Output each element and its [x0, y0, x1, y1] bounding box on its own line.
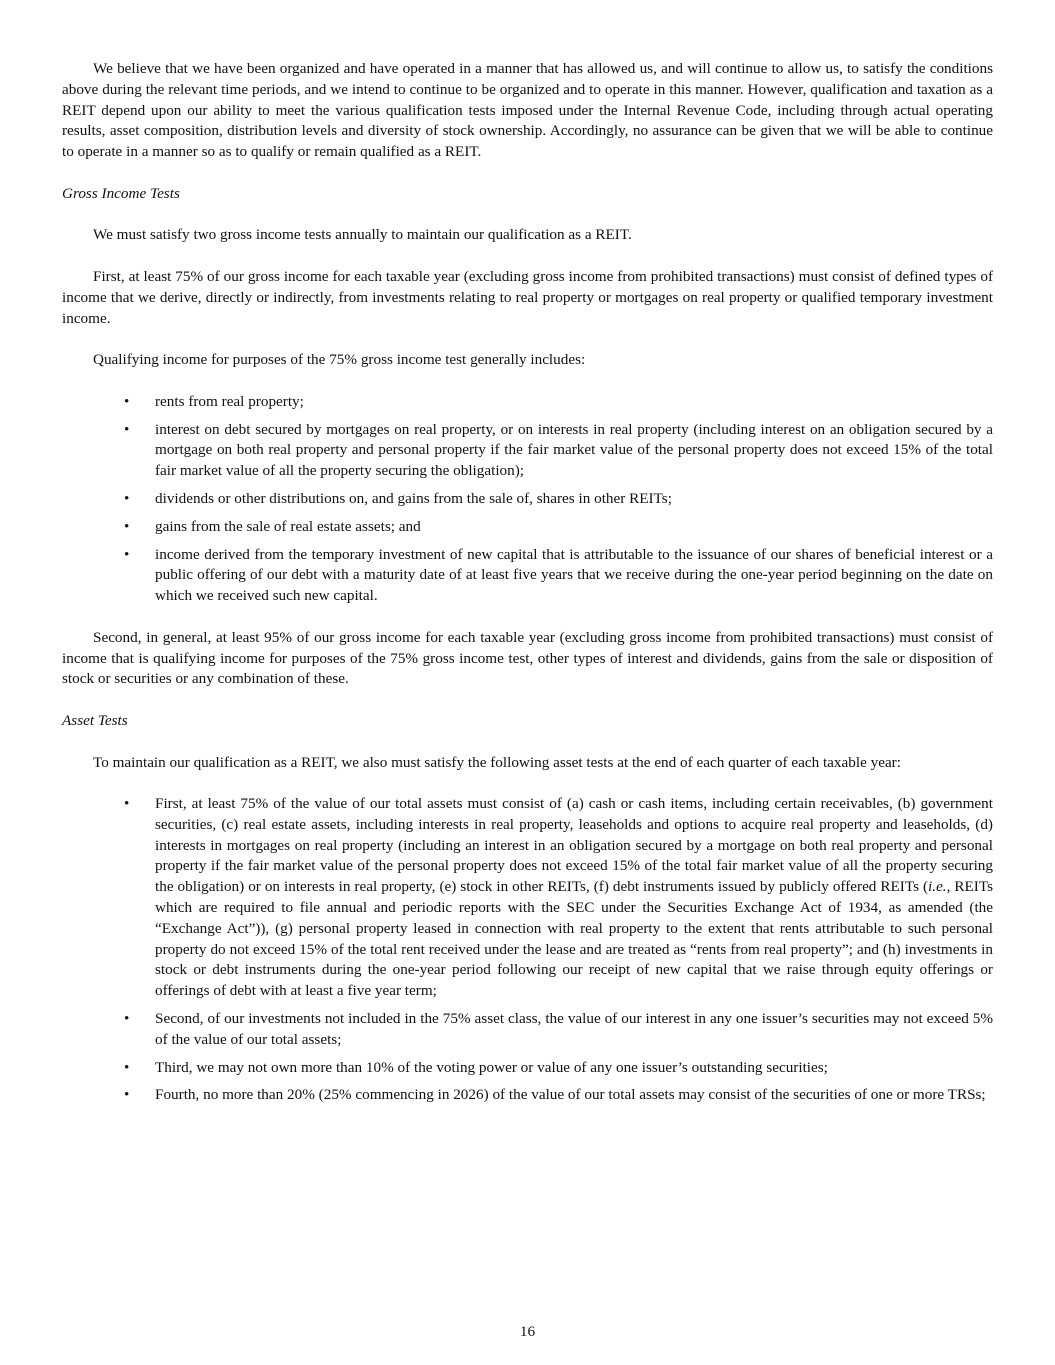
- list-item: [62, 517, 993, 538]
- page-number: 16: [519, 1323, 536, 1340]
- list-item-text: Third, we may not own more than 10% of the voting power or value of any one issuer’s outstanding securities;: [155, 1058, 828, 1076]
- gross-income-paragraph-4: Second, in general, at least 95% of our gross income for each taxable year (excluding gross income from prohibited transactions) must consist of income that is qualifying income for purposes of the 75% gross income test, other types of interest and dividends, gains from the sale or disposition of stock or securities or any combination of these.: [62, 628, 993, 688]
- list-item-text: dividends or other distributions on, and gains from the sale of, shares in other REITs;: [155, 489, 672, 507]
- asset-test-1-part-b: , REITs which are required to file annual and periodic reports with the SEC under the Securities Exchange Act of 1934, as amended (the “Exchange Act”)), (g) personal property leased in connection with real property to the extent that rents attributable to such personal property do not exceed 15% of the total rent received under the lease and are treated as “rents from real property”; and (h) investments in stock or debt instruments during the one-year period following our receipt of new capital that we raise through equity offerings or offerings of debt with at least a five year term;: [155, 878, 993, 1000]
- bullet-glyph: •: [124, 1010, 130, 1028]
- list-item: [62, 420, 993, 482]
- gross-income-paragraph-1: We must satisfy two gross income tests annually to maintain our qualification as a REIT.: [93, 226, 632, 244]
- list-item: [62, 489, 993, 510]
- intro-paragraph: We believe that we have been organized and have operated in a manner that has allowed us, and will continue to allow us, to satisfy the conditions above during the relevant time periods, and we intend to continue to be organized and to operate in this manner. However, qualification and taxation as a REIT depend upon our ability to meet the various qualification tests imposed under the Internal Revenue Code, including through actual operating results, asset composition, distribution levels and diversity of stock ownership. Accordingly, no assurance can be given that we will be able to continue to operate in a manner so as to qualify or remain qualified as a REIT.: [62, 60, 993, 161]
- list-item: [62, 794, 993, 1002]
- list-item: [62, 1085, 993, 1106]
- list-item-text: [155, 795, 993, 999]
- list-item: [62, 1009, 993, 1051]
- list-item-text: rents from real property;: [155, 392, 304, 410]
- list-item-text: interest on debt secured by mortgages on real property, or on interests in real property (including interest on an obligation secured by a mortgage on both real property and personal property if the fair market value of the personal property does not exceed 15% of the total fair market value of all the property securing the obligation);: [155, 420, 993, 480]
- bullet-glyph: •: [124, 517, 130, 535]
- asset-test-1-italic: i.e.: [928, 878, 947, 896]
- gross-income-paragraph-2: First, at least 75% of our gross income for each taxable year (excluding gross income from prohibited transactions) must consist of defined types of income that we derive, directly or indirectly, from investments relating to real property or mortgages on real property or qualified temporary investment income.: [62, 267, 993, 327]
- bullet-glyph: •: [124, 420, 130, 438]
- document-page: [62, 59, 993, 1127]
- bullet-glyph: •: [124, 489, 130, 507]
- gross-income-tests-heading: Gross Income Tests: [62, 184, 180, 202]
- bullet-glyph: •: [124, 392, 130, 410]
- list-item-text: Second, of our investments not included in the 75% asset class, the value of our interest in any one issuer’s securities may not exceed 5% of the value of our total assets;: [155, 1010, 993, 1048]
- list-item: [62, 392, 993, 413]
- list-item: [62, 1058, 993, 1079]
- bullet-glyph: •: [124, 795, 130, 813]
- asset-tests-list: [62, 794, 993, 1106]
- asset-tests-heading: Asset Tests: [62, 711, 128, 729]
- qualifying-income-list: [62, 392, 993, 607]
- asset-test-1-part-a: First, at least 75% of the value of our total assets must consist of (a) cash or cash items, including certain receivables, (b) government securities, (c) real estate assets, including interests in real property, leaseholds and options to acquire real property and leaseholds, (d) interests in mortgages on real property (including an interest in an obligation secured by a mortgage on both real property and personal property if the fair market value of the personal property does not exceed 15% of the total fair market value of all the property securing the obligation) or on interests in real property, (e) stock in other REITs, (f) debt instruments issued by publicly offered REITs (: [155, 795, 993, 896]
- list-item-text: Fourth, no more than 20% (25% commencing in 2026) of the value of our total assets may consist of the securities of one or more TRSs;: [155, 1086, 986, 1104]
- bullet-glyph: •: [124, 1058, 130, 1076]
- list-item: [62, 545, 993, 607]
- bullet-glyph: •: [124, 1086, 130, 1104]
- asset-tests-paragraph-1: To maintain our qualification as a REIT, we also must satisfy the following asset tests at the end of each quarter of each taxable year:: [93, 753, 901, 771]
- gross-income-paragraph-3: Qualifying income for purposes of the 75% gross income test generally includes:: [93, 351, 586, 369]
- list-item-text: gains from the sale of real estate assets; and: [155, 517, 421, 535]
- bullet-glyph: •: [124, 545, 130, 563]
- list-item-text: income derived from the temporary investment of new capital that is attributable to the issuance of our shares of beneficial interest or a public offering of our debt with a maturity date of at least five years that we receive during the one-year period beginning on the date on which we received such new capital.: [155, 545, 993, 605]
